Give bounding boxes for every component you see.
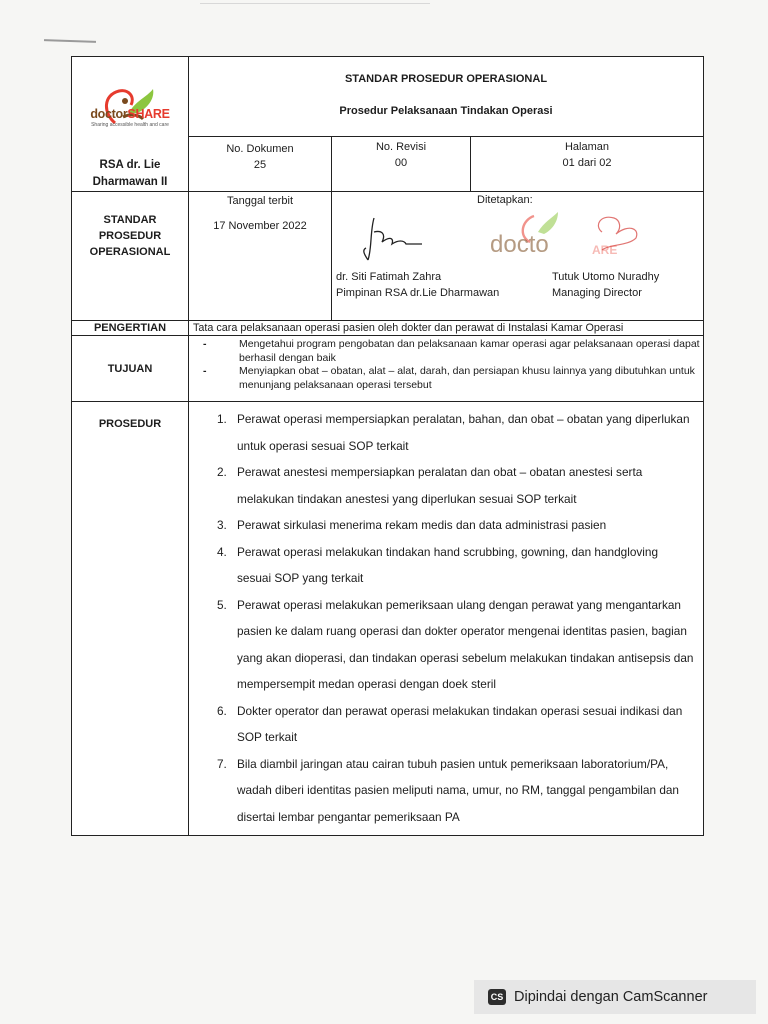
procedure-step xyxy=(189,751,703,831)
step-text: Perawat operasi mempersiapkan peralatan, bahan, dan obat – obatan yang diperlukan untuk operasi sesuai SOP terkait xyxy=(237,412,690,453)
sop-label-line2: PROSEDUR xyxy=(98,230,162,242)
goal-item: - Mengetahui program pengobatan dan pelaksanaan kamar operasi agar pelaksanaan operasi dapat berhasil dengan baik xyxy=(199,338,703,365)
logo-word-doctor: doctor xyxy=(90,107,128,121)
scan-edge-mark xyxy=(200,3,430,4)
signer-1-title: Pimpinan RSA dr.Lie Dharmawan xyxy=(336,287,500,299)
procedure-steps xyxy=(189,406,703,830)
title-cell xyxy=(189,57,704,137)
step-text: Perawat sirkulasi menerima rekam medis dan data administrasi pasien xyxy=(237,518,607,532)
hospital-name-line2: Dharmawan II xyxy=(92,176,168,188)
doc-number-label: No. Dokumen xyxy=(226,142,294,155)
revision-label: No. Revisi xyxy=(375,140,427,153)
step-number: 2. xyxy=(217,465,227,479)
document-title: Prosedur Pelaksanaan Tindakan Operasi xyxy=(339,105,553,117)
page-number-cell xyxy=(471,136,704,191)
step-number: 4. xyxy=(217,544,227,559)
step-number: 5. xyxy=(217,597,227,612)
camscanner-watermark xyxy=(474,980,756,1014)
procedure-step xyxy=(189,512,703,539)
procedure-cell xyxy=(189,402,704,836)
procedure-step xyxy=(189,539,703,592)
company-stamp-icon xyxy=(482,206,652,272)
step-number: 6. xyxy=(217,703,227,718)
step-number: 1. xyxy=(217,412,227,426)
revision-value: 00 xyxy=(394,156,408,169)
approval-cell xyxy=(332,192,704,321)
definition-text: Tata cara pelaksanaan operasi pasien oleh dokter dan perawat di Instalasi Kamar Operasi xyxy=(189,321,704,336)
signer-2-title: Managing Director xyxy=(552,287,642,299)
sop-label-line1: STANDAR xyxy=(103,214,157,226)
step-text: Perawat operasi melakukan tindakan hand scrubbing, gowning, dan handgloving sesuai SOP yang terkait xyxy=(237,544,659,585)
svg-text:docto: docto xyxy=(490,231,549,258)
logo-word-share: SHARE xyxy=(127,107,170,121)
hospital-name xyxy=(72,157,188,191)
sop-label-cell xyxy=(72,192,189,321)
logo-cell xyxy=(72,57,189,192)
step-text: Perawat operasi melakukan pemeriksaan ulang dengan perawat yang mengantarkan pasien ke dalam ruang operasi dan dokter operator mengenai identitas pasien, bagian yang akan dioperasi, dan tindakan operasi sebelum melakukan tindakan antisepsis dan mempersempit medan operasi dengan doek steril xyxy=(237,597,694,691)
step-text: Bila diambil jaringan atau cairan tubuh pasien untuk pemeriksaan laboratorium/PA, wadah diberi identitas pasien meliputi nama, umur, no RM, tanggal pengambilan dan disertai lembar pengantar pemeriksaan PA xyxy=(237,756,679,824)
doctorshare-logo xyxy=(72,83,188,155)
procedure-step xyxy=(189,592,703,698)
goals-list xyxy=(189,338,703,392)
revision-cell xyxy=(332,136,471,191)
doc-number-value: 25 xyxy=(253,158,267,171)
procedure-step xyxy=(189,406,703,459)
goal-item: - Menyiapkan obat – obatan, alat – alat, darah, dan persiapan khusu lainnya yang dibutuhkan untuk menunjang pelaksanaan operasi tersebut xyxy=(199,365,703,392)
step-text: Perawat anestesi mempersiapkan peralatan dan obat – obatan anestesi serta melakukan tindakan anestesi yang diperlukan sesuai SOP terkait xyxy=(237,465,643,506)
document-type-title: STANDAR PROSEDUR OPERASIONAL xyxy=(344,73,548,85)
goals-cell xyxy=(189,336,704,402)
procedure-step xyxy=(189,459,703,512)
signature-1-icon xyxy=(360,214,430,264)
approval-label: Ditetapkan: xyxy=(477,194,533,206)
step-text: Dokter operator dan perawat operasi melakukan tindakan operasi sesuai indikasi dan SOP terkait xyxy=(237,703,683,744)
procedure-step xyxy=(189,698,703,751)
logo-tagline: Sharing accessible health and care xyxy=(91,122,169,128)
camscanner-label: Dipindai dengan CamScanner xyxy=(514,989,708,1005)
scan-staple-mark xyxy=(44,39,96,43)
goals-label: TUJUAN xyxy=(72,336,189,402)
step-number: 7. xyxy=(217,756,227,771)
camscanner-icon: CS xyxy=(488,989,506,1005)
signer-1-name: dr. Siti Fatimah Zahra xyxy=(336,271,442,283)
svg-text:ARE: ARE xyxy=(592,243,618,257)
logo-wordmark xyxy=(72,107,188,121)
page-label: Halaman xyxy=(564,140,610,153)
page-value: 01 dari 02 xyxy=(562,156,612,169)
procedure-label: PROSEDUR xyxy=(72,402,189,836)
sop-document-table xyxy=(71,56,704,836)
step-number: 3. xyxy=(217,518,227,532)
sop-label-line3: OPERASIONAL xyxy=(89,246,171,258)
definition-label: PENGERTIAN xyxy=(72,321,189,336)
doc-number-cell xyxy=(189,136,332,191)
issue-date-value: 17 November 2022 xyxy=(213,220,307,232)
issue-date-label: Tanggal terbit xyxy=(226,195,294,207)
signer-2-name: Tutuk Utomo Nuradhy xyxy=(552,271,660,283)
hospital-name-line1: RSA dr. Lie xyxy=(99,159,161,171)
issue-date-cell xyxy=(189,192,332,321)
